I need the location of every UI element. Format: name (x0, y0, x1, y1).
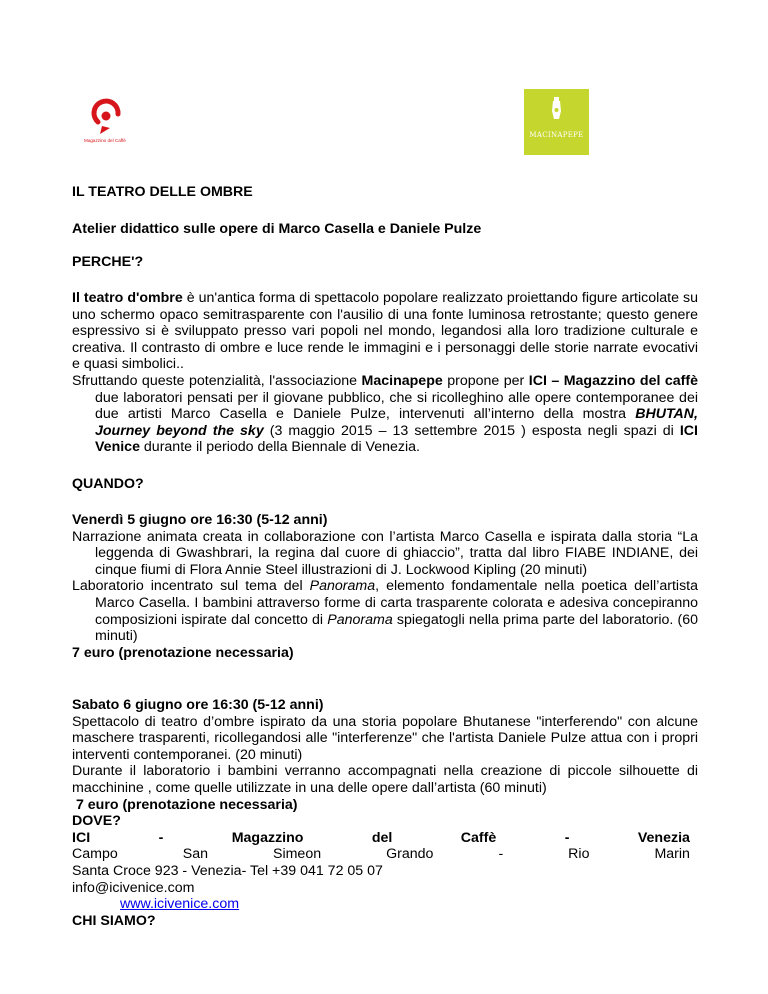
dove-address: Santa Croce 923 - Venezia- Tel +39 041 72 05 07 (72, 862, 383, 879)
dove-row2-word: San (182, 846, 208, 863)
day1-p2-panorama-2: Panorama (327, 611, 393, 628)
day2-price: 7 euro (prenotazione necessaria) (72, 796, 298, 813)
perche-paragraph-1 (72, 290, 698, 373)
dove-row2-word: Grando (386, 846, 434, 863)
perche-p2-a: Sfruttando queste potenzialità, l'associazione (72, 372, 362, 389)
day1-heading: Venerdì 5 giugno ore 16:30 (5-12 anni) (72, 512, 328, 528)
dove-row2-word: - (498, 846, 504, 863)
magazzino-del-caffe-logo (80, 92, 150, 150)
day1-price: 7 euro (prenotazione necessaria) (72, 644, 294, 661)
section-heading-perche: PERCHE'? (72, 254, 144, 270)
dove-row1-word: Venezia (637, 829, 690, 846)
perche-p2-g: (3 maggio 2015 – 13 settembre 2015 ) esposta negli spazi di (263, 422, 680, 439)
dove-row1-word: Magazzino (231, 829, 304, 846)
dove-row1-word: ICI (72, 829, 91, 846)
perche-p2-ici-venice: ICI Venice (95, 422, 698, 456)
perche-p2-i: durante il periodo della Biennale di Venezia. (139, 439, 420, 456)
perche-paragraph-2 (72, 373, 698, 456)
dove-email[interactable]: info@icivenice.com (72, 879, 195, 896)
macinapepe-logo (524, 89, 589, 155)
dove-row1-word: - (564, 829, 570, 846)
perche-p2-c: propone per (442, 372, 529, 389)
dove-row-2 (72, 846, 690, 863)
perche-p2-ici-magazzino: ICI – Magazzino del caffè (528, 372, 698, 389)
section-perche (72, 290, 698, 456)
section-quando-day1 (72, 512, 698, 661)
dove-row1-word: - (158, 829, 164, 846)
day1-p2-e: spiegatogli nella prima parte del laboratorio. (60 minuti) (95, 611, 699, 645)
dove-row1-word: Caffè (460, 829, 497, 846)
section-heading-dove: DOVE? (72, 813, 121, 830)
section-heading-chi-siamo: CHI SIAMO? (72, 912, 156, 929)
pepper-mill-icon (524, 89, 589, 155)
perche-p2-e: due laboratori pensati per il giovane pubblico, che si ricolleghino alle opere contemporanee dei due artisti Marco Casella e Daniele Pulze, intervenuti all’interno della mostra (95, 389, 698, 423)
perche-p1-rest: è un'antica forma di spettacolo popolare realizzato proiettando figure articolate su uno schermo opaco semitrasparente con l'ausilio di una fonte luminosa retrostante; questo genere espressivo si è sviluppato presso vari popoli nel mondo, legandosi alla loro tradizione culturale e creativa. Il contrasto di ombre e luce rende le immagini e i personaggi delle storie narrate evocativi e quasi simbolici.. (72, 290, 698, 373)
coffee-cup-logo-icon (80, 92, 150, 150)
day1-paragraph-2 (72, 578, 698, 644)
section-quando-day2 (72, 697, 698, 929)
section-heading-quando: QUANDO? (72, 476, 144, 492)
perche-p2-macinapepe: Macinapepe (361, 372, 443, 389)
day2-paragraph-1: Spettacolo di teatro d’ombre ispirato da una storia popolare Bhutanese "interferendo" con alcune maschere trasparenti, ricollegandosi alle "interferenze" che l'artista Daniele Pulze attua con i propri interventi contemporanei. (20 minuti) (72, 713, 698, 763)
day2-heading: Sabato 6 giugno ore 16:30 (5-12 anni) (72, 697, 324, 713)
dove-row1-word: del (371, 829, 393, 846)
dove-row-1 (72, 830, 690, 847)
perche-p1-bold: Il teatro d'ombre (72, 290, 183, 306)
perche-p2-bhutan: BHUTAN, Journey beyond the sky (95, 406, 698, 439)
dove-row2-word: Marin (654, 846, 690, 863)
logo-left-line1: Magazzino del Caffè (84, 138, 126, 143)
dove-row2-word: Campo (72, 846, 118, 863)
day1-p2-panorama: Panorama (309, 578, 376, 595)
page-title: IL TEATRO DELLE OMBRE (72, 184, 253, 200)
day1-p2-a: Laboratorio incentrato sul tema del (72, 578, 310, 595)
dove-row2-word: Rio (568, 846, 590, 863)
logo-right-text: MACINAPEPE (529, 131, 584, 139)
page-subtitle: Atelier didattico sulle opere di Marco Casella e Daniele Pulze (72, 221, 482, 237)
day1-paragraph-1: Narrazione animata creata in collaborazione con l’artista Marco Casella e ispirata dalla storia “La leggenda di Gwashbrari, la regina dal cuore di ghiaccio”, tratta dal libro FIABE INDIANE, dei cinque fiumi di Flora Annie Steel illustrazioni di J. Lockwood Kipling (20 minuti) (72, 528, 698, 578)
day2-paragraph-2: Durante il laboratorio i bambini verranno accompagnati nella creazione di piccole silhouette di macchinine , come quelle utilizzate in una delle opere dall’artista (60 minuti) (72, 763, 698, 796)
dove-row2-word: Simeon (273, 846, 322, 863)
day1-p2-c: , elemento fondamentale nella poetica dell’artista Marco Casella. I bambini attraverso forme di carta trasparente colorata e adesiva concepiranno composizioni ispirate dal concetto di (95, 578, 698, 628)
website-link[interactable]: www.icivenice.com (120, 896, 240, 913)
